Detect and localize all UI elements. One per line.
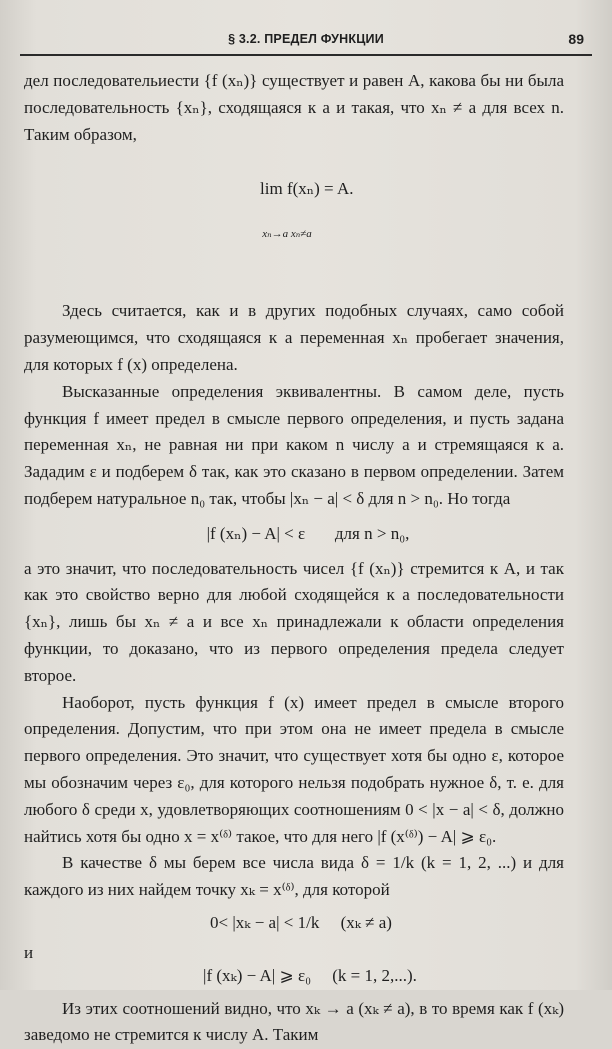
paragraph-remark: Здесь считается, как и в других подобных случаях, само собой разумеющимся, что сходящаяся к a переменная xₙ пробегает значения, для которых f (x) определена.	[24, 301, 564, 374]
page-number: 89	[568, 31, 584, 47]
paragraph-equivalence: Высказанные определения эквивалентны. В самом деле, пусть функция f имеет предел в смысле первого определения, и пусть задана переменная xₙ, не равная ни при каком n числу a и стремящаяся к a. Зададим ε и подберем δ так, как это сказано в первом определении. Затем подберем натуральное n₀ так, чтобы |xₙ − a| < δ для n > n₀. Но тогда	[24, 381, 564, 508]
formula-limit-main: lim f(xₙ) = A.	[260, 179, 354, 199]
formula-inequality-1: |f (xₙ) − A| < ε для n > n₀,	[206, 523, 410, 543]
paragraph-final: Из этих соотношений видно, что xₖ → a (xₖ ≠ a), в то время как f (xₖ) заведомо не стремится к числу A. Таким	[24, 998, 564, 1045]
formula-limit-subscript: xₙ→a xₙ≠a	[262, 228, 312, 241]
formula-limit	[24, 150, 564, 292]
running-head: § 3.2. ПРЕДЕЛ ФУНКЦИИ	[228, 32, 384, 46]
paragraph-conclusion: а это значит, что последовательность чисел {f (xₙ)} стремится к A, и так как это свойство верно для любой сходящейся к a последовательности {xₙ}, лишь бы xₙ ≠ a и все xₙ принадлежали к области определения функции, то доказано, что из первого определения предела следует второе.	[24, 558, 564, 685]
formula-inequality-2: 0< |xₖ − a| < 1/k (xₖ ≠ a)	[210, 912, 392, 932]
paragraph-construction: В качестве δ мы берем все числа вида δ = 1/k (k = 1, 2, ...) и для каждого из них найдем точку xₖ = x⁽ᵟ⁾, для которой	[24, 853, 564, 900]
page-body	[24, 68, 564, 1049]
formula-inequality-3: |f (xₖ) − A| ⩾ ε₀ (k = 1, 2,...).	[203, 965, 417, 985]
page-header	[20, 30, 592, 56]
paragraph-converse: Наоборот, пусть функция f (x) имеет предел в смысле второго определения. Допустим, что при этом она не имеет предела в смысле первого определения. Это значит, что существует хотя бы одно ε, которое мы обозначим через ε₀, для которого нельзя подобрать нужное δ, т. е. для любого δ среди x, удовлетворяющих соотношениям 0 < |x − a| < δ, должно найтись хотя бы одно x = x⁽ᵟ⁾ такое, что для него |f (x⁽ᵟ⁾) − A| ⩾ ε₀.	[24, 692, 564, 846]
conjunction: и	[24, 942, 34, 962]
paragraph-continuation: дел последовательиести {f (xₙ)} существует и равен A, какова бы ни была последовательность {xₙ}, сходящаяся к a и такая, что xₙ ≠ a для всех n. Таким образом,	[24, 71, 564, 144]
